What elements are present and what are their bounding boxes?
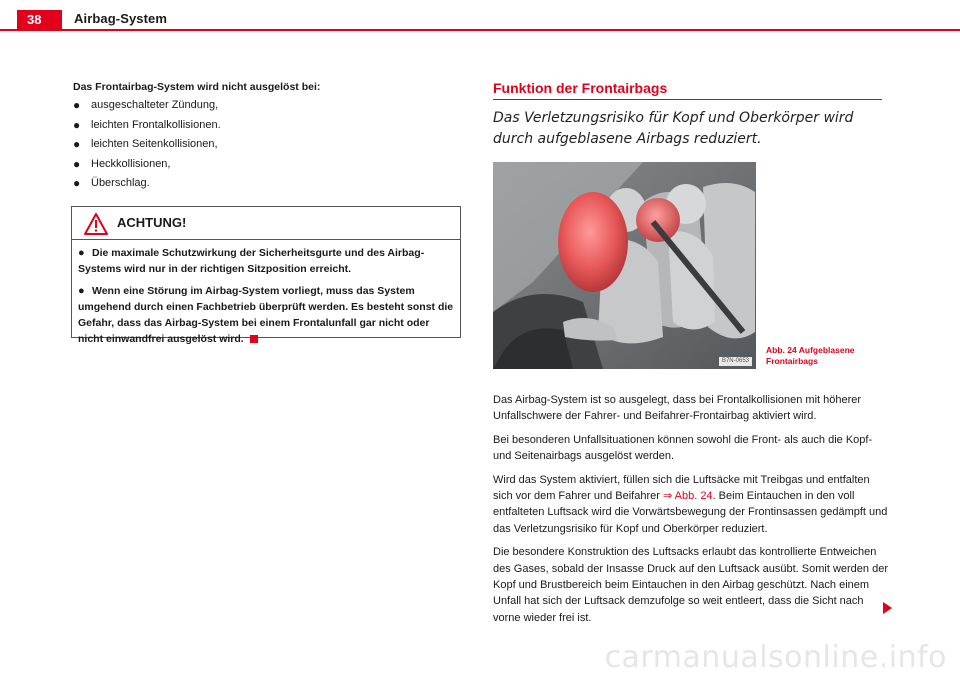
list-item: ● Heckkollisionen,	[73, 154, 221, 174]
bullet-dot: ●	[78, 247, 85, 259]
warning-triangle-icon	[84, 213, 108, 235]
airbag-figure	[493, 162, 756, 369]
page-header	[0, 0, 960, 32]
figure-caption: Abb. 24 Aufgeblasene Frontairbags	[766, 345, 855, 366]
list-item: ● leichten Seitenkollisionen,	[73, 134, 221, 154]
intro-text: Das Frontairbag-System wird nicht ausgelöst bei:	[73, 81, 321, 93]
header-rule	[0, 29, 960, 31]
bullet-dot: ●	[73, 117, 81, 132]
warning-title: ACHTUNG!	[117, 215, 187, 230]
figure-reference-link[interactable]: ⇒ Abb. 24	[662, 490, 713, 503]
next-page-arrow-icon[interactable]	[883, 602, 892, 614]
bullet-dot: ●	[73, 98, 81, 112]
airbag-illustration	[493, 162, 756, 369]
watermark: carmanualsonline.info	[604, 640, 947, 675]
section-subtitle: Das Verletzungsrisiko für Kopf und Oberkörper wird durch aufgeblasene Airbags reduziert.	[493, 110, 854, 147]
list-item: ● ausgeschalteter Zündung,	[73, 95, 221, 115]
warning-item: ● Die maximale Schutzwirkung der Sicherheitsgurte und des Airbag-Systems wird nur in der richtigen Sitzposition erreicht.	[78, 247, 425, 275]
warning-body	[72, 240, 460, 347]
figure-code: B7N-0653	[719, 357, 752, 366]
page-number: 38	[17, 10, 62, 30]
section-end-mark	[250, 335, 258, 343]
bullet-dot: ●	[73, 137, 81, 151]
paragraph: Das Airbag-System ist so ausgelegt, dass bei Frontalkollisionen mit höherer Unfallschwere der Fahrer- und Beifahrer-Frontairbag aktiviert wird.	[493, 394, 862, 423]
warning-box	[71, 206, 461, 345]
paragraph: Bei besonderen Unfallsituationen können sowohl die Front- als auch die Kopf- und Seitenairbags ausgelöst werden.	[493, 433, 873, 463]
bullet-dot: ●	[73, 176, 81, 190]
section-title: Funktion der Frontairbags	[493, 80, 668, 96]
list-item: ● Überschlag.	[73, 173, 221, 193]
warning-item: ● Wenn eine Störung im Airbag-System vorliegt, muss das System umgehend durch einen Fachbetrieb überprüft werden. Es besteht sonst die Gefahr, dass das Airbag-System bei einem Frontalunfall gar nicht oder nicht einwandfrei ausgelöst wird.	[78, 285, 454, 345]
header-title: Airbag-System	[74, 11, 168, 26]
list-item: ● leichten Frontalkollisionen.	[73, 115, 221, 135]
bullet-dot: ●	[73, 156, 81, 171]
warning-header	[72, 207, 460, 240]
bullet-list	[73, 95, 221, 193]
body-text	[493, 392, 888, 633]
section-rule	[493, 99, 882, 100]
paragraph: Die besondere Konstruktion des Luftsacks erlaubt das kontrollierte Entweichen des Gases, sobald der Insasse Druck auf den Luftsack ausübt. Somit werden der Kopf und Brustbereich beim Eintauchen in den Airbag geschützt. Nach einem Unfall hat sich der Luftsack demzufolge so weit entleert, dass die Sicht nach vorne wieder frei ist.	[493, 546, 888, 624]
paragraph: Wird das System aktiviert, füllen sich die Luftsäcke mit Treibgas und entfalten sich vor dem Fahrer und Beifahrer ⇒ Abb. 24. Beim Eintauchen in den voll entfalteten Luftsack wird die Vorwärtsbewegung der Frontinsassen gedämpft und das Verletzungsrisiko für Kopf und Oberkörper reduziert.	[493, 473, 888, 535]
bullet-dot: ●	[78, 285, 85, 297]
